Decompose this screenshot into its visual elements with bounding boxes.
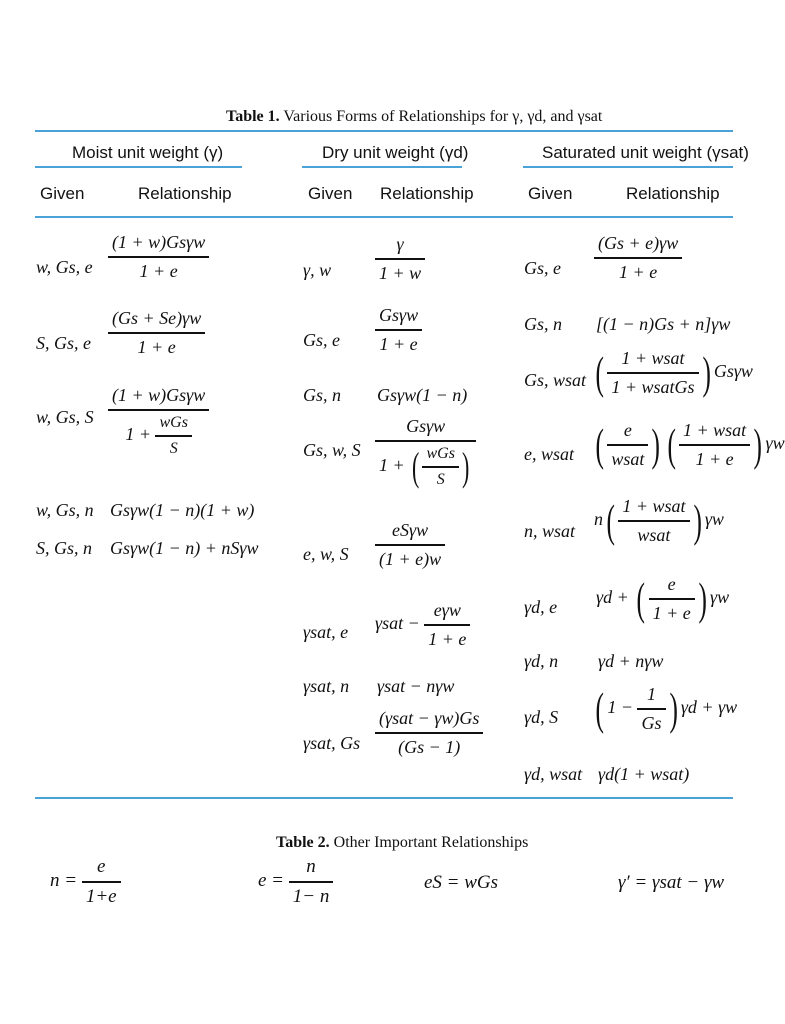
table1-caption-text: Various Forms of Relationships for γ, γd, and γsat bbox=[283, 108, 603, 125]
moist-group-rule bbox=[35, 166, 242, 168]
dry-rel-5: $\frac{\text{eSγw}}{(1 + e)w}$ bbox=[375, 520, 445, 570]
sat-given-8: γd, S bbox=[524, 707, 559, 727]
sat-rel-5: n( $\frac{\text{1 + wsat}}{\text{wsat}}$ ) γw bbox=[594, 495, 724, 546]
dry-given-5: e, w, S bbox=[303, 544, 349, 564]
moist-rel-1: $\frac{\text{(1 + w)Gsγw}}{1 + e}$ bbox=[108, 232, 209, 282]
top-rule bbox=[35, 130, 733, 132]
moist-relationship-header: Relationship bbox=[138, 184, 232, 203]
dry-given-7: γsat, n bbox=[303, 676, 350, 696]
moist-group-header: Moist unit weight (γ) bbox=[72, 143, 224, 162]
table2-caption-label: Table 2. bbox=[276, 834, 330, 851]
dry-given-3: Gs, n bbox=[303, 385, 342, 405]
sat-group-header: Saturated unit weight (γsat) bbox=[542, 143, 749, 162]
table1-caption-label: Table 1. bbox=[226, 108, 280, 125]
sat-given-6: γd, e bbox=[524, 597, 558, 617]
dry-group-header: Dry unit weight (γd) bbox=[322, 143, 469, 162]
dry-given-6: γsat, e bbox=[303, 622, 349, 642]
table2-caption-text: Other Important Relationships bbox=[333, 834, 529, 851]
moist-rel-3: (1 + w)Gsγw 1 + $\frac{\text{wGs}}{S}$ bbox=[108, 385, 209, 458]
dry-given-8: γsat, Gs bbox=[303, 733, 361, 753]
sat-given-2: Gs, n bbox=[524, 314, 563, 334]
dry-rel-8: $\frac{\text{(γsat − γw)Gs}}{(Gs - 1)}$ bbox=[375, 708, 483, 758]
sat-given-4: e, wsat bbox=[524, 444, 575, 464]
dry-rel-1: $\frac{\gamma}{1 + w}$ bbox=[375, 234, 425, 284]
dry-rel-4: Gsγw 1 + ( $\frac{\text{wGs}}{S}$ ) bbox=[375, 416, 476, 489]
moist-given-3: w, Gs, S bbox=[36, 407, 94, 427]
dry-rel-2: $\frac{\text{Gsγw}}{1 + e}$ bbox=[375, 305, 422, 355]
sat-relationship-header: Relationship bbox=[626, 184, 720, 203]
sat-rel-9: γd(1 + wsat) bbox=[598, 764, 690, 784]
dry-given-header: Given bbox=[308, 184, 353, 203]
table1-caption bbox=[226, 108, 602, 126]
dry-given-2: Gs, e bbox=[303, 330, 340, 350]
sat-given-3: Gs, wsat bbox=[524, 370, 587, 390]
void-ratio-formula: e = $\frac{n}{1- n}$ bbox=[258, 856, 333, 908]
sat-given-5: n, wsat bbox=[524, 521, 576, 541]
sat-rel-7: γd + nγw bbox=[598, 651, 664, 671]
sat-given-7: γd, n bbox=[524, 651, 559, 671]
sat-rel-4: ( $\frac{e}{\text{wsat}}$ ) ( $\frac{\text{1 + wsat}}{1 + e}$ ) γw bbox=[595, 419, 785, 470]
sat-given-header: Given bbox=[528, 184, 573, 203]
sat-given-9: γd, wsat bbox=[524, 764, 583, 784]
dry-given-1: γ, w bbox=[303, 260, 332, 280]
dry-rel-7: γsat − nγw bbox=[377, 676, 455, 696]
sat-rel-3: ( $\frac{\text{1 + wsat}}{\text{1 + wsatGs}}$ ) Gsγw bbox=[595, 347, 753, 398]
porosity-formula: n = $\frac{e}{1+e}$ bbox=[50, 856, 121, 908]
moist-given-2: S, Gs, e bbox=[36, 333, 91, 353]
table2-caption bbox=[276, 834, 528, 852]
dry-rel-3: Gsγw(1 − n) bbox=[377, 385, 468, 405]
moist-rel-4: Gsγw(1 − n)(1 + w) bbox=[110, 500, 255, 520]
sat-given-1: Gs, e bbox=[524, 258, 561, 278]
moist-given-4: w, Gs, n bbox=[36, 500, 94, 520]
moist-rel-5: Gsγw(1 − n) + nSγw bbox=[110, 538, 259, 558]
dry-given-4: Gs, w, S bbox=[303, 440, 361, 460]
bottom-rule bbox=[35, 797, 733, 799]
sat-rel-8: ( 1 − $\frac{1}{Gs}$ ) γd + γw bbox=[595, 683, 738, 734]
dry-relationship-header: Relationship bbox=[380, 184, 474, 203]
dry-group-rule bbox=[302, 166, 462, 168]
moist-rel-2: $\frac{(Gs + Se)\gamma w}{1 + e}$ bbox=[108, 308, 205, 358]
dry-rel-6: γsat − $\frac{\text{eγw}}{1 + e}$ bbox=[375, 600, 470, 650]
sat-group-rule bbox=[523, 166, 733, 168]
saturation-formula: eS = wGs bbox=[424, 872, 499, 893]
submerged-weight-formula: γ′ = γsat − γw bbox=[618, 872, 725, 893]
moist-given-header: Given bbox=[40, 184, 85, 203]
moist-given-1: w, Gs, e bbox=[36, 257, 93, 277]
sat-rel-6: γd + ( $\frac{e}{1 + e}$ ) γw bbox=[596, 573, 730, 624]
sat-rel-2: [(1 − n)Gs + n]γw bbox=[596, 314, 731, 334]
moist-given-5: S, Gs, n bbox=[36, 538, 93, 558]
sat-rel-1: $\frac{(Gs + e)\gamma w}{1 + e}$ bbox=[594, 233, 682, 283]
header-rule bbox=[35, 216, 733, 218]
